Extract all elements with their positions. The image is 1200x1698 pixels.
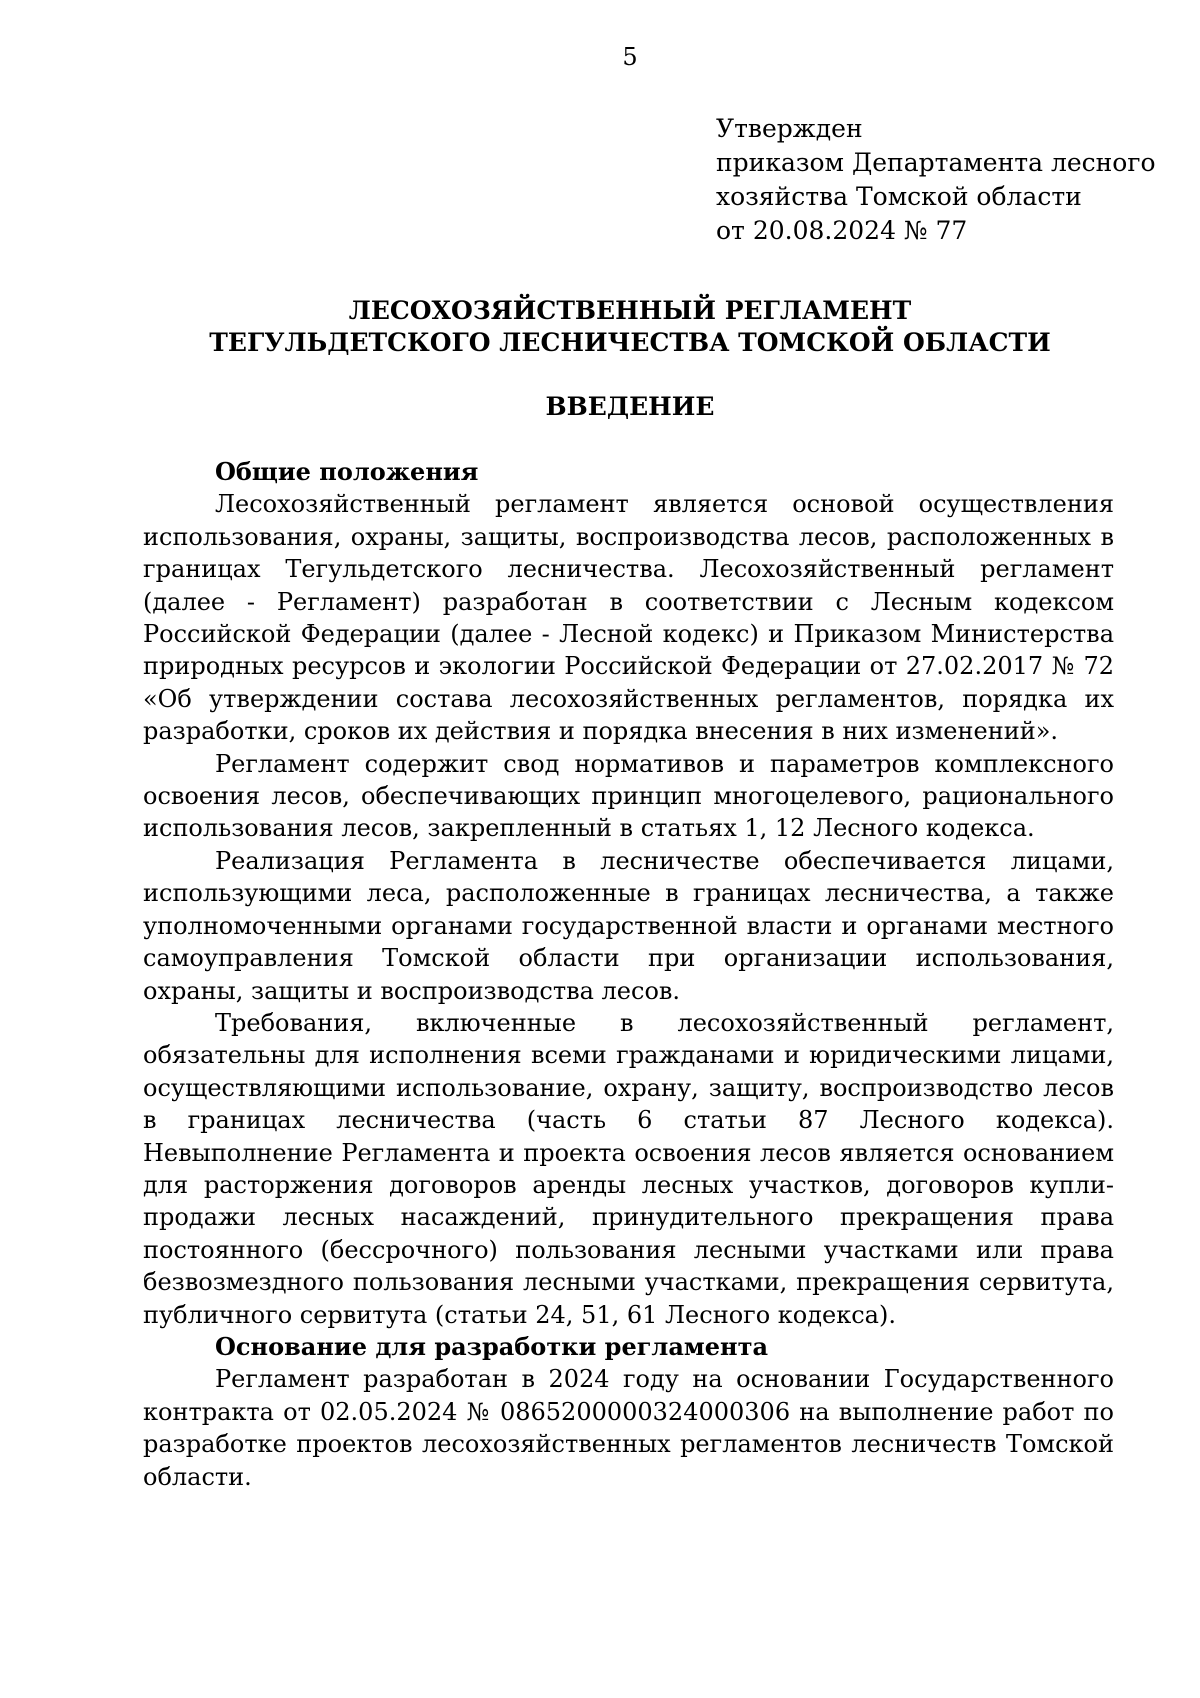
paragraph: Реализация Регламента в лесничестве обеспечивается лицами, использующими леса, расположенные в границах лесничества, а также уполномоченными органами государственной власти и органами местного самоуправления Томской области при организации использования, охраны, защиты и воспроизводства лесов. xyxy=(143,846,1114,1005)
document-title-line-2: ТЕГУЛЬДЕТСКОГО ЛЕСНИЧЕСТВА ТОМСКОЙ ОБЛАСТИ xyxy=(209,328,1051,357)
approval-block xyxy=(716,112,1156,248)
page-number: 5 xyxy=(622,43,638,71)
section-heading-basis: Основание для разработки регламента xyxy=(215,1331,769,1361)
introduction-heading: ВВЕДЕНИЕ xyxy=(545,392,715,421)
paragraph: Лесохозяйственный регламент является основой осуществления использования, охраны, защиты, воспроизводства лесов, расположенных в границах Тегульдетского лесничества. Лесохозяйственный регламент (далее - Регламент) разработан в соответствии с Лесным кодексом Российской Федерации (далее - Лесной кодекс) и Приказом Министерства природных ресурсов и экологии Российской Федерации от 27.02.2017 № 72 «Об утверждении состава лесохозяйственных регламентов, порядка их разработки, сроков их действия и порядка внесения в них изменений». xyxy=(143,490,1114,746)
section-heading-general: Общие положения xyxy=(215,457,479,486)
approval-line-1: Утвержден xyxy=(716,114,863,143)
approval-line-2: приказом Департамента лесного xyxy=(716,148,1156,177)
document-body xyxy=(143,456,1114,1493)
document-title-line-1: ЛЕСОХОЗЯЙСТВЕННЫЙ РЕГЛАМЕНТ xyxy=(348,296,912,325)
paragraph: Регламент содержит свод нормативов и параметров комплексного освоения лесов, обеспечивающих принцип многоцелевого, рационального использования лесов, закрепленный в статьях 1, 12 Лесного кодекса. xyxy=(143,749,1114,843)
approval-line-4: от 20.08.2024 № 77 xyxy=(716,216,968,245)
paragraph: Требования, включенные в лесохозяйственный регламент, обязательны для исполнения всеми гражданами и юридическими лицами, осуществляющими использование, охрану, защиту, воспроизводство лесов в границах лесничества (часть 6 статьи 87 Лесного кодекса). Невыполнение Регламента и проекта освоения лесов является основанием для расторжения договоров аренды лесных участков, договоров купли-продажи лесных насаждений, принудительного прекращения права постоянного (бессрочного) пользования лесными участками или права безвозмездного пользования лесными участками, прекращения сервитута, публичного сервитута (статьи 24, 51, 61 Лесного кодекса). xyxy=(143,1008,1114,1329)
approval-line-3: хозяйства Томской области xyxy=(716,182,1082,211)
paragraph: Регламент разработан в 2024 году на основании Государственного контракта от 02.05.2024 № 0865200000324000306 на выполнение работ по разработке проектов лесохозяйственных регламентов лесничеств Томской области. xyxy=(143,1365,1114,1491)
